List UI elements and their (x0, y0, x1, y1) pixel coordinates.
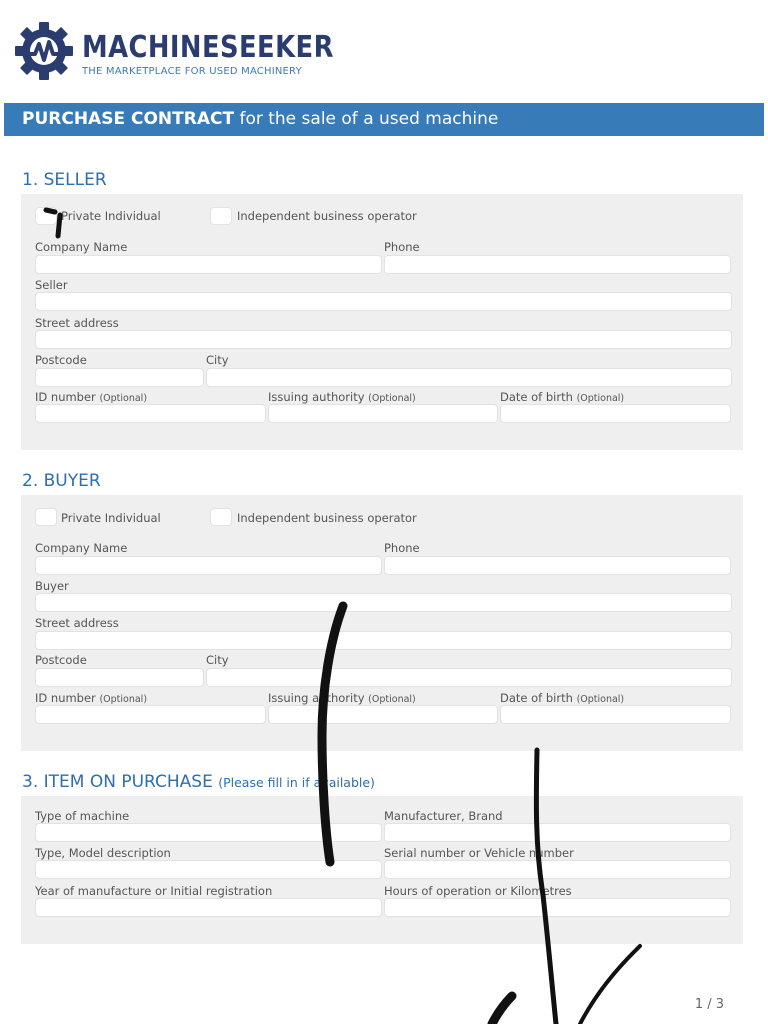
seller-private-label: Private Individual (61, 209, 161, 223)
seller-company-label: Company Name (35, 240, 128, 254)
gear-logo-icon (12, 20, 76, 82)
serial-label: Serial number or Vehicle number (384, 846, 574, 860)
seller-dob-field[interactable] (500, 404, 731, 423)
manufacturer-field[interactable] (384, 823, 731, 842)
pen-stroke-4 (580, 946, 640, 1024)
buyer-name-label: Buyer (35, 579, 69, 593)
buyer-city-field[interactable] (206, 668, 732, 687)
year-field[interactable] (35, 898, 382, 917)
buyer-heading: 2. BUYER (22, 471, 101, 491)
buyer-dob-field[interactable] (500, 705, 731, 724)
serial-field[interactable] (384, 860, 731, 879)
model-label: Type, Model description (35, 846, 171, 860)
manufacturer-label: Manufacturer, Brand (384, 809, 503, 823)
seller-heading: 1. SELLER (22, 170, 107, 190)
brand-name: MACHINESEEKER (82, 30, 334, 65)
seller-business-checkbox[interactable] (210, 207, 232, 225)
buyer-street-label: Street address (35, 616, 119, 630)
machine-type-label: Type of machine (35, 809, 130, 823)
seller-authority-label: Issuing authority (Optional) (268, 390, 416, 404)
brand-tagline: THE MARKETPLACE FOR USED MACHINERY (82, 66, 302, 77)
item-heading: 3. ITEM ON PURCHASE (Please fill in if available) (22, 772, 375, 792)
machine-type-field[interactable] (35, 823, 382, 842)
seller-dob-label: Date of birth (Optional) (500, 390, 625, 404)
title-bold: PURCHASE CONTRACT (22, 109, 235, 129)
buyer-city-label: City (206, 653, 229, 667)
seller-postcode-label: Postcode (35, 353, 87, 367)
buyer-postcode-label: Postcode (35, 653, 87, 667)
seller-business-label: Independent business operator (237, 209, 417, 223)
seller-name-field[interactable] (35, 292, 732, 311)
buyer-phone-label: Phone (384, 541, 420, 555)
buyer-company-field[interactable] (35, 556, 382, 575)
buyer-authority-label: Issuing authority (Optional) (268, 691, 416, 705)
buyer-business-label: Independent business operator (237, 511, 417, 525)
seller-name-label: Seller (35, 278, 68, 292)
buyer-name-field[interactable] (35, 593, 732, 612)
hours-label: Hours of operation or Kilometres (384, 884, 572, 898)
buyer-business-checkbox[interactable] (210, 508, 232, 526)
hours-field[interactable] (384, 898, 731, 917)
seller-id-field[interactable] (35, 404, 266, 423)
buyer-postcode-field[interactable] (35, 668, 204, 687)
buyer-company-label: Company Name (35, 541, 128, 555)
seller-city-label: City (206, 353, 229, 367)
seller-street-field[interactable] (35, 330, 732, 349)
buyer-authority-field[interactable] (268, 705, 498, 724)
year-label: Year of manufacture or Initial registration (35, 884, 273, 898)
seller-street-label: Street address (35, 316, 119, 330)
buyer-private-label: Private Individual (61, 511, 161, 525)
buyer-private-checkbox[interactable] (35, 508, 57, 526)
seller-company-field[interactable] (35, 255, 382, 274)
machineseeker-logo (12, 20, 332, 82)
buyer-street-field[interactable] (35, 631, 732, 650)
buyer-id-label: ID number (Optional) (35, 691, 148, 705)
title-rest: for the sale of a used machine (234, 109, 499, 129)
item-note: (Please fill in if available) (218, 775, 375, 790)
seller-phone-field[interactable] (384, 255, 731, 274)
seller-city-field[interactable] (206, 368, 732, 387)
seller-phone-label: Phone (384, 240, 420, 254)
pen-stroke-5 (492, 996, 512, 1024)
seller-private-checkbox[interactable] (35, 207, 57, 225)
seller-postcode-field[interactable] (35, 368, 204, 387)
seller-authority-field[interactable] (268, 404, 498, 423)
page-number: 1 / 3 (694, 997, 724, 1012)
buyer-dob-label: Date of birth (Optional) (500, 691, 625, 705)
model-field[interactable] (35, 860, 382, 879)
buyer-panel (21, 495, 743, 751)
buyer-phone-field[interactable] (384, 556, 731, 575)
item-panel (21, 796, 743, 944)
seller-id-label: ID number (Optional) (35, 390, 148, 404)
contract-title-bar (4, 103, 764, 136)
seller-panel (21, 194, 743, 450)
buyer-id-field[interactable] (35, 705, 266, 724)
